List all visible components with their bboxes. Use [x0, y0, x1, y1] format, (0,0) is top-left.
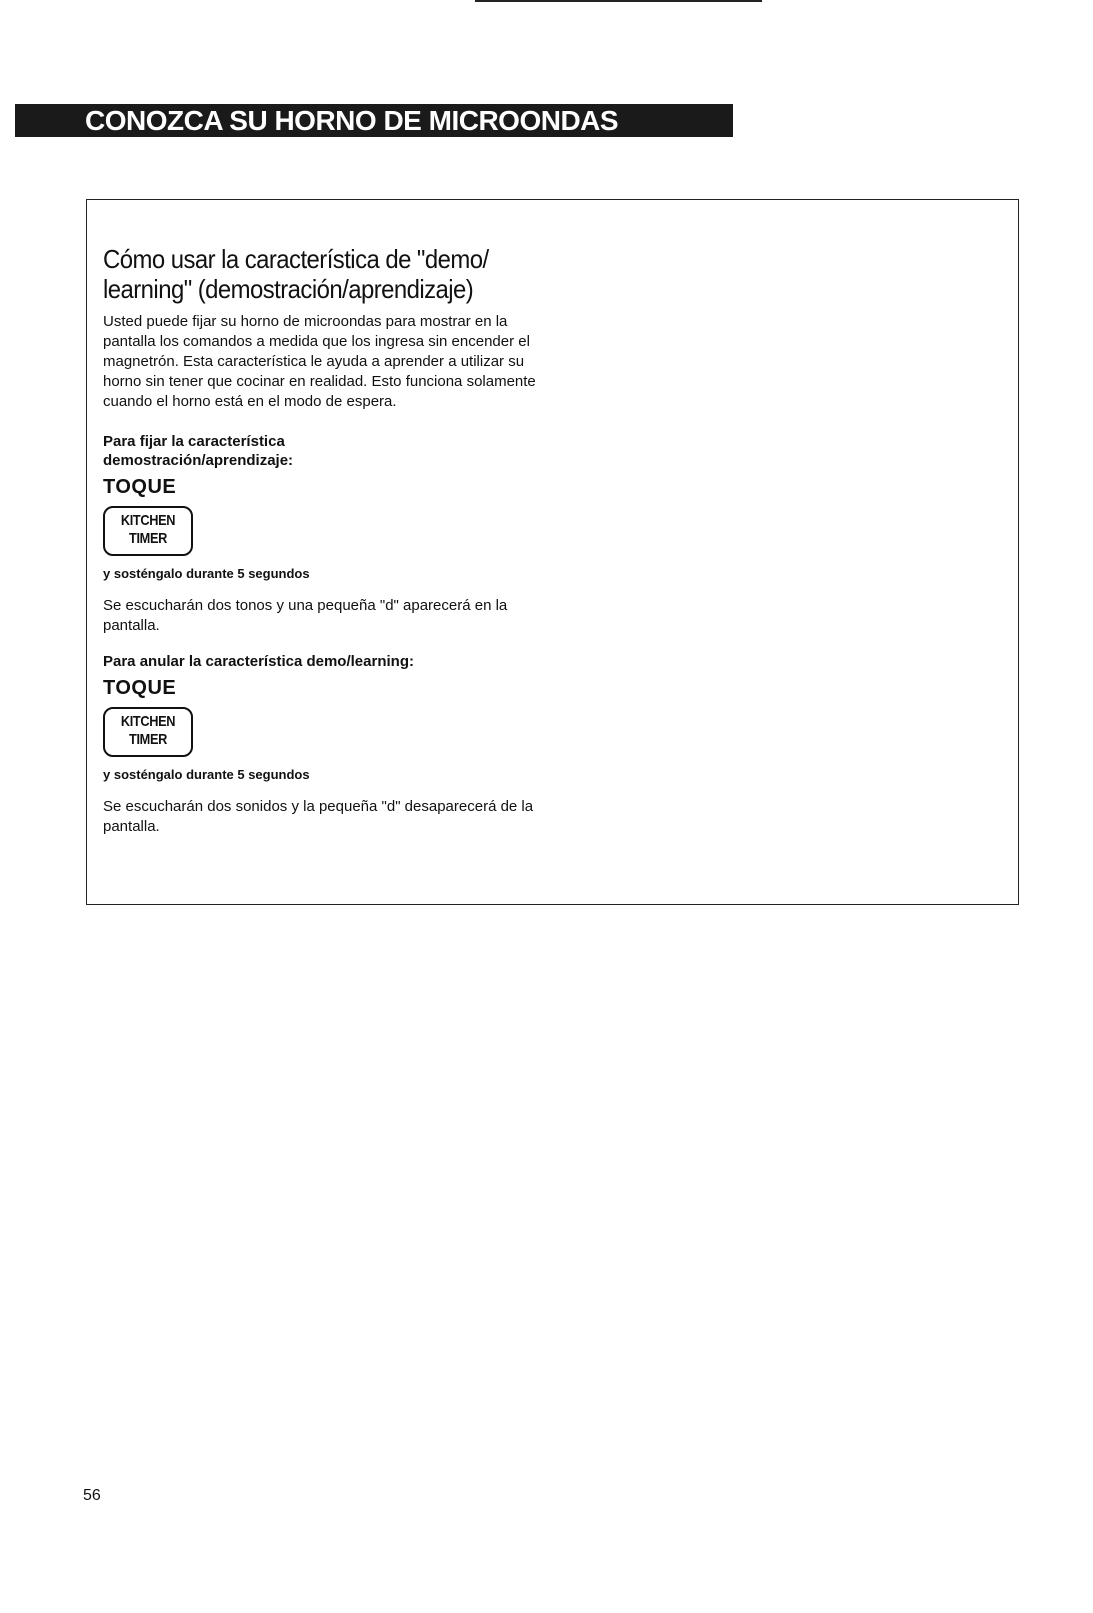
section-title: [103, 244, 535, 304]
kitchen-timer-key: [103, 506, 193, 556]
key-label-line2: TIMER: [129, 530, 167, 547]
intro-paragraph: Usted puede fijar su horno de microondas para mostrar en la pantalla los comandos a medida que los ingresa sin encender el magnetrón. Esta característica le ayuda a aprender a utilizar su horno sin tener que cocinar en realidad. Esto funciona solamente cuando el horno está en el modo de espera.: [103, 313, 536, 410]
set-demo-step: [103, 432, 535, 636]
page-number: 56: [83, 1487, 101, 1504]
cancel-demo-heading: Para anular la característica demo/learning:: [103, 653, 414, 670]
section-header-title: CONOZCA SU HORNO DE MICROONDAS: [85, 105, 619, 136]
key-label-line1: KITCHEN: [120, 713, 176, 730]
set-demo-hold-text: y sosténgalo durante 5 segundos: [103, 566, 310, 581]
section-title-line1: Cómo usar la característica de "demo/: [103, 244, 489, 274]
cancel-demo-hold-text: y sosténgalo durante 5 segundos: [103, 767, 310, 782]
key-label-line1: KITCHEN: [120, 512, 176, 529]
section-header-bar: [15, 104, 733, 137]
kitchen-timer-key: [103, 707, 193, 757]
cancel-demo-action: TOQUE: [103, 677, 177, 699]
section-title-line2: learning" (demostración/aprendizaje): [103, 274, 474, 304]
instruction-box: [86, 199, 1019, 905]
cancel-demo-result: Se escucharán dos sonidos y la pequeña "d" desaparecerá de la pantalla.: [103, 798, 534, 835]
instruction-column: [103, 244, 535, 837]
cancel-demo-step: [103, 652, 535, 837]
key-label-line2: TIMER: [129, 731, 167, 748]
set-demo-action: TOQUE: [103, 476, 177, 498]
top-rule: [475, 0, 762, 2]
set-demo-heading: Para fijar la característica demostración/aprendizaje:: [103, 433, 294, 469]
set-demo-result: Se escucharán dos tonos y una pequeña "d" aparecerá en la pantalla.: [103, 597, 508, 634]
